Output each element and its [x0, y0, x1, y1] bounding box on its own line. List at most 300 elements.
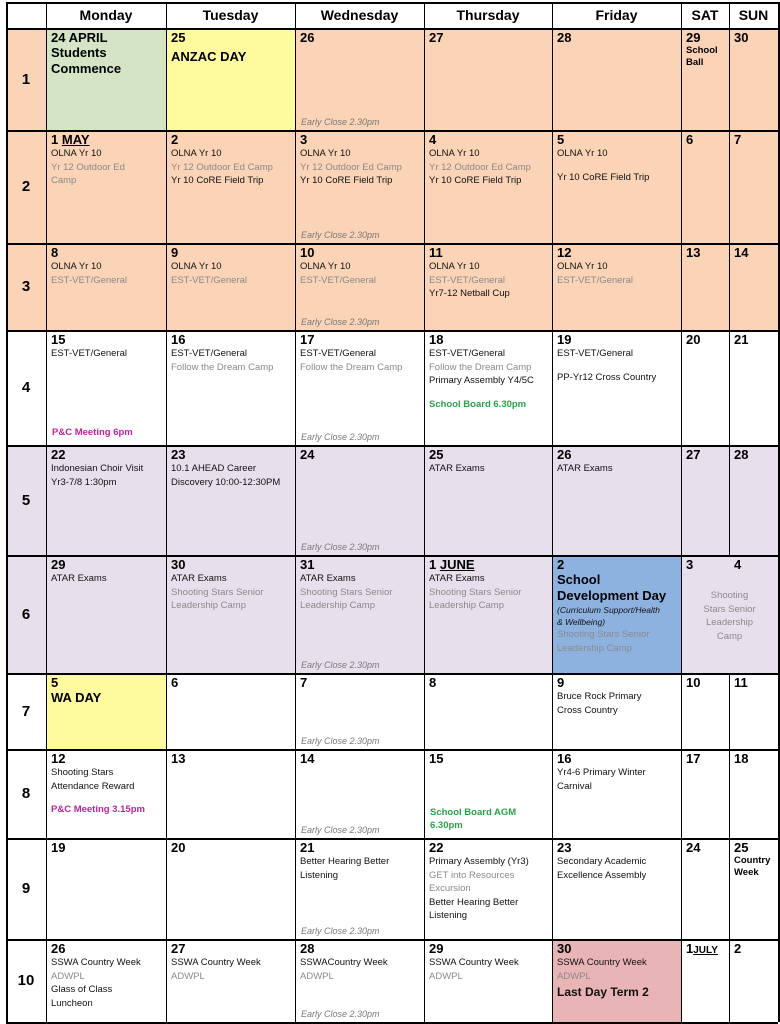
day-number — [51, 132, 161, 147]
day-number — [51, 751, 161, 766]
day-number-value: 7 — [734, 132, 742, 147]
grid-line — [729, 2, 730, 555]
day-number-value: 13 — [686, 245, 701, 260]
day-number-value: 14 — [300, 751, 315, 766]
day-number-value: 10 — [686, 675, 701, 690]
event-line: Yr 10 CoRE Field Trip — [171, 175, 264, 187]
day-number — [557, 751, 676, 766]
grid-line — [6, 939, 778, 941]
day-number-value: 1 — [686, 941, 694, 956]
day-cell — [552, 749, 681, 838]
early-close-note: Early Close 2.30pm — [301, 736, 380, 746]
day-number — [734, 332, 773, 347]
week-number: 8 — [6, 749, 46, 838]
day-number-value: 25 — [734, 840, 749, 855]
day-number-value: 4 — [429, 132, 437, 147]
day-number-value: 22 — [51, 447, 66, 462]
day-number-value: 12 — [557, 245, 572, 260]
day-number-value: 11 — [429, 245, 443, 260]
day-cell — [681, 445, 729, 555]
event-line: OLNA Yr 10 — [557, 148, 608, 159]
day-number-value: 20 — [171, 840, 186, 855]
day-number — [429, 557, 547, 572]
event-line: Shooting Stars Senior Leadership Camp — [429, 586, 522, 612]
day-number — [51, 675, 161, 690]
day-number-value: 11 — [734, 675, 748, 690]
day-number — [734, 557, 773, 572]
day-number — [300, 30, 419, 45]
day-cell — [681, 130, 729, 243]
event-line: Shooting Stars Senior Leadership Camp — [300, 586, 393, 612]
event-line: Follow the Dream Camp — [300, 361, 403, 373]
event-line: EST-VET/General — [300, 274, 377, 286]
event-line: School Board 6.30pm — [429, 398, 527, 410]
day-number — [734, 840, 773, 855]
day-number — [171, 30, 290, 45]
event-line: SSWA Country Week — [51, 957, 141, 968]
day-number-value: 23 — [557, 840, 572, 855]
day-number — [171, 840, 290, 855]
early-close-note: Early Close 2.30pm — [301, 660, 380, 670]
day-cell — [552, 838, 681, 939]
day-number-value: 18 — [429, 332, 444, 347]
week-number: 1 — [6, 28, 46, 130]
weekend-camp-note: Shooting Stars Senior Leadership Camp — [703, 590, 756, 642]
day-number-value: 5 — [51, 675, 59, 690]
event-line: Indonesian Choir Visit Yr3-7/8 1:30pm — [51, 463, 144, 488]
day-number-value: 19 — [557, 332, 572, 347]
early-close-note: Early Close 2.30pm — [301, 825, 380, 835]
day-number-value: 7 — [300, 675, 308, 690]
month-label: JULY — [693, 945, 718, 956]
grid-line — [6, 838, 778, 840]
day-cell — [295, 555, 424, 673]
day-number-value: 8 — [429, 675, 437, 690]
day-number — [51, 30, 161, 45]
day-cell — [166, 939, 295, 1022]
day-number-value: 25 — [171, 30, 186, 45]
day-number — [300, 245, 419, 260]
week-number: 7 — [6, 673, 46, 749]
day-number — [171, 132, 290, 147]
day-number — [557, 245, 676, 260]
event-line: Secondary Academic Excellence Assembly — [557, 856, 647, 881]
grid-line — [6, 2, 8, 1022]
day-number-value: 28 — [734, 447, 749, 462]
day-number-value: 26 — [557, 447, 572, 462]
day-cell — [166, 555, 295, 673]
day-number — [300, 447, 419, 462]
event-line: ADWPL — [300, 970, 334, 982]
day-number-value: 17 — [300, 332, 315, 347]
early-close-note: Early Close 2.30pm — [301, 926, 380, 936]
day-number-value: 24 APRIL — [51, 30, 108, 45]
day-cell — [729, 939, 778, 1022]
day-cell — [729, 330, 778, 445]
event-line: ATAR Exams — [300, 573, 356, 584]
early-close-note: Early Close 2.30pm — [301, 542, 380, 552]
day-number — [686, 132, 724, 147]
grid-line — [424, 2, 425, 1022]
day-cell — [729, 445, 778, 555]
event-line: OLNA Yr 10 — [51, 148, 102, 159]
header-thursday: Thursday — [456, 7, 520, 23]
day-cell — [552, 28, 681, 130]
day-number-value: 27 — [171, 941, 186, 956]
day-number — [51, 245, 161, 260]
day-cell — [681, 243, 729, 330]
event-note: School Ball — [686, 45, 718, 68]
event-line: ADWPL — [51, 970, 85, 982]
event-line: OLNA Yr 10 — [300, 148, 351, 159]
header-sun: SUN — [738, 7, 769, 23]
term-end-label: Last Day Term 2 — [557, 985, 649, 1000]
event-line: EST-VET/General — [557, 348, 634, 359]
day-cell — [295, 838, 424, 939]
day-cell — [166, 28, 295, 130]
grid-line — [46, 2, 47, 1022]
day-cell — [424, 330, 552, 445]
day-number — [429, 751, 547, 766]
day-cell — [424, 749, 552, 838]
day-number — [171, 332, 290, 347]
day-number-value: 5 — [557, 132, 565, 147]
day-number — [300, 132, 419, 147]
day-number-value: 12 — [51, 751, 66, 766]
day-cell — [46, 673, 166, 749]
day-cell — [166, 243, 295, 330]
early-close-note: Early Close 2.30pm — [301, 117, 380, 127]
event-line: SSWA Country Week — [171, 957, 261, 968]
early-close-note: Early Close 2.30pm — [301, 230, 380, 240]
day-number — [171, 557, 290, 572]
event-line: OLNA Yr 10 — [300, 261, 351, 272]
day-number-value: 2 — [557, 557, 565, 572]
day-cell — [46, 330, 166, 445]
event-line: ADWPL — [171, 970, 205, 982]
event-line: Yr 12 Outdoor Ed Camp — [429, 161, 531, 173]
event-line: Yr 12 Outdoor Ed Camp — [300, 161, 402, 173]
day-cell — [552, 130, 681, 243]
early-close-note: Early Close 2.30pm — [301, 432, 380, 442]
grid-line — [6, 330, 778, 332]
day-number-value: 28 — [300, 941, 315, 956]
day-number — [300, 675, 419, 690]
day-cell — [552, 243, 681, 330]
day-number — [51, 557, 161, 572]
event-bottom: School Board AGM 6.30pm — [430, 806, 517, 832]
day-cell — [166, 749, 295, 838]
day-number — [51, 941, 161, 956]
day-number — [171, 675, 290, 690]
day-cell — [295, 673, 424, 749]
header-sat: SAT — [691, 7, 719, 23]
event-line: OLNA Yr 10 — [557, 261, 608, 272]
day-number — [557, 447, 676, 462]
header-tuesday: Tuesday — [202, 7, 259, 23]
event-line: SSWA Country Week — [429, 957, 519, 968]
day-number-value: 29 — [429, 941, 444, 956]
event-line: ADWPL — [557, 970, 591, 982]
event-line: SSWACountry Week — [300, 957, 388, 968]
day-number — [300, 332, 419, 347]
event-line: P&C Meeting 3.15pm — [51, 804, 145, 816]
event-line: OLNA Yr 10 — [51, 261, 102, 272]
week-number: 10 — [6, 939, 46, 1022]
day-number-value: 2 — [171, 132, 179, 147]
day-cell — [552, 445, 681, 555]
event-line: PP-Yr12 Cross Country — [557, 371, 657, 383]
event-line: Primary Assembly (Yr3) — [429, 856, 529, 867]
day-cell — [424, 130, 552, 243]
day-cell — [166, 673, 295, 749]
day-number — [557, 30, 676, 45]
event-line: OLNA Yr 10 — [171, 148, 222, 159]
event-line: EST-VET/General — [429, 348, 506, 359]
day-number — [686, 332, 724, 347]
day-number — [51, 840, 161, 855]
event-line: Yr 12 Outdoor Ed Camp — [171, 161, 273, 173]
day-cell — [729, 673, 778, 749]
day-cell — [729, 749, 778, 838]
day-number-value: 6 — [171, 675, 179, 690]
day-cell — [424, 243, 552, 330]
week-number: 5 — [6, 445, 46, 555]
day-number-value: 13 — [171, 751, 186, 766]
event-line: ATAR Exams — [429, 573, 485, 584]
grid-line — [6, 555, 778, 557]
event-line: Bruce Rock Primary Cross Country — [557, 691, 642, 716]
header-friday: Friday — [595, 7, 638, 23]
day-cell — [552, 330, 681, 445]
event-line: Better Hearing Better Listening — [429, 896, 519, 922]
day-cell — [729, 28, 778, 130]
grid-line — [681, 2, 682, 1022]
day-cell — [681, 749, 729, 838]
grid-line — [6, 130, 778, 132]
grid-line — [6, 28, 778, 30]
day-number — [300, 840, 419, 855]
day-number — [734, 132, 773, 147]
day-cell — [424, 28, 552, 130]
day-number — [734, 447, 773, 462]
event-line: Yr 10 CoRE Field Trip — [429, 175, 522, 187]
day-number — [51, 332, 161, 347]
day-cell — [424, 939, 552, 1022]
grid-line — [6, 749, 778, 751]
event-line: Yr 10 CoRE Field Trip — [557, 171, 650, 183]
day-cell — [552, 939, 681, 1022]
early-close-note: Early Close 2.30pm — [301, 1009, 380, 1019]
day-cell — [681, 28, 729, 130]
day-number-value: 14 — [734, 245, 749, 260]
grid-line — [6, 2, 778, 4]
day-cell — [295, 445, 424, 555]
day-cell — [46, 838, 166, 939]
grid-line — [166, 2, 167, 1022]
day-number — [557, 332, 676, 347]
grid-line — [6, 673, 778, 675]
day-number-value: 26 — [51, 941, 66, 956]
event-title: ANZAC DAY — [171, 49, 247, 64]
day-number — [557, 132, 676, 147]
day-number-value: 27 — [686, 447, 701, 462]
day-number — [51, 447, 161, 462]
day-number-value: 18 — [734, 751, 749, 766]
day-number — [171, 751, 290, 766]
event-line: Yr4-6 Primary Winter Carnival — [557, 767, 646, 792]
day-cell — [46, 243, 166, 330]
event-line: EST-VET/General — [300, 348, 377, 359]
day-cell — [46, 28, 166, 130]
day-number — [171, 447, 290, 462]
day-number-value: 16 — [557, 751, 572, 766]
event-line: ATAR Exams — [51, 573, 107, 584]
day-number — [686, 840, 724, 855]
day-number-value: 1 — [429, 557, 437, 572]
event-line: ATAR Exams — [171, 573, 227, 584]
day-number-value: 24 — [686, 840, 701, 855]
day-number — [300, 941, 419, 956]
day-cell — [295, 939, 424, 1022]
event-line: EST-VET/General — [429, 274, 506, 286]
week-number: 6 — [6, 555, 46, 673]
event-line: EST-VET/General — [171, 274, 248, 286]
event-title: WA DAY — [51, 690, 102, 705]
event-line: Shooting Stars Senior Leadership Camp — [171, 586, 264, 612]
day-number-value: 28 — [557, 30, 572, 45]
month-label: JUNE — [439, 557, 475, 572]
day-number — [300, 751, 419, 766]
day-cell — [424, 838, 552, 939]
day-cell — [295, 243, 424, 330]
day-number — [734, 245, 773, 260]
day-number-value: 19 — [51, 840, 66, 855]
day-number-value: 23 — [171, 447, 186, 462]
event-line: Primary Assembly Y4/5C — [429, 375, 534, 387]
event-line: Yr 10 CoRE Field Trip — [300, 175, 393, 187]
day-number-value: 4 — [734, 557, 742, 572]
day-cell — [46, 555, 166, 673]
day-number — [734, 675, 773, 690]
event-note: Country Week — [734, 855, 771, 878]
day-number — [429, 332, 547, 347]
day-cell — [729, 130, 778, 243]
day-number — [686, 245, 724, 260]
event-line: GET into Resources Excursion — [429, 869, 515, 895]
day-number — [734, 751, 773, 766]
day-cell — [46, 749, 166, 838]
day-number — [429, 132, 547, 147]
month-label: MAY — [61, 132, 90, 147]
day-number-value: 21 — [300, 840, 315, 855]
event-line: Follow the Dream Camp — [429, 361, 532, 373]
day-number — [686, 30, 724, 45]
day-number-value: 31 — [300, 557, 315, 572]
day-number — [557, 840, 676, 855]
day-number-value: 6 — [686, 132, 694, 147]
day-number-value: 15 — [51, 332, 66, 347]
day-number — [686, 557, 724, 572]
day-cell — [166, 130, 295, 243]
day-cell — [424, 673, 552, 749]
day-number — [686, 941, 724, 958]
day-number-value: 29 — [686, 30, 701, 45]
event-line: Shooting Stars Senior Leadership Camp — [557, 629, 650, 654]
event-line: SSWA Country Week — [557, 957, 647, 968]
day-number — [429, 30, 547, 45]
day-number — [171, 245, 290, 260]
event-line: Yr 12 Outdoor Ed Camp — [51, 161, 125, 187]
day-number-value: 10 — [300, 245, 315, 260]
day-cell — [552, 673, 681, 749]
day-number — [557, 557, 676, 572]
day-number-value: 21 — [734, 332, 749, 347]
day-cell — [46, 130, 166, 243]
event-bottom: P&C Meeting 6pm — [52, 427, 133, 439]
event-line: ADWPL — [429, 970, 463, 982]
header-wednesday: Wednesday — [320, 7, 399, 23]
day-cell — [424, 555, 552, 673]
event-line: 10.1 AHEAD Career Discovery 10:00-12:30PM — [171, 463, 281, 488]
event-line: EST-VET/General — [171, 348, 248, 359]
day-number-value: 20 — [686, 332, 701, 347]
day-number-value: 30 — [171, 557, 186, 572]
day-number-value: 22 — [429, 840, 444, 855]
day-number — [429, 840, 547, 855]
day-number-value: 8 — [51, 245, 59, 260]
day-number-value: 25 — [429, 447, 444, 462]
grid-line — [6, 243, 778, 245]
early-close-note: Early Close 2.30pm — [301, 317, 380, 327]
day-cell — [552, 555, 681, 673]
day-number — [171, 941, 290, 956]
event-line: ATAR Exams — [429, 463, 485, 474]
day-cell — [166, 838, 295, 939]
day-cell — [729, 243, 778, 330]
day-number-value: 3 — [686, 557, 694, 572]
event-line: Yr7-12 Netball Cup — [429, 288, 510, 300]
day-cell — [295, 28, 424, 130]
day-cell — [46, 939, 166, 1022]
day-number — [686, 447, 724, 462]
day-number — [429, 941, 547, 956]
day-cell — [681, 330, 729, 445]
event-line: ATAR Exams — [557, 463, 613, 474]
day-cell — [681, 939, 729, 1022]
event-title: School Development Day — [557, 572, 667, 603]
day-number — [557, 941, 676, 956]
day-number — [300, 557, 419, 572]
day-number-value: 24 — [300, 447, 315, 462]
day-number-value: 15 — [429, 751, 444, 766]
event-line: OLNA Yr 10 — [429, 261, 480, 272]
day-number — [429, 675, 547, 690]
day-number — [429, 447, 547, 462]
day-number-value: 9 — [557, 675, 565, 690]
event-detail: (Curriculum Support/Health & Wellbeing) — [557, 605, 660, 627]
day-number-value: 2 — [734, 941, 742, 956]
week-number: 9 — [6, 838, 46, 939]
day-number-value: 30 — [734, 30, 749, 45]
day-number — [557, 675, 676, 690]
day-cell — [424, 445, 552, 555]
header-monday: Monday — [79, 7, 133, 23]
week-number: 4 — [6, 330, 46, 445]
event-line: EST-VET/General — [51, 274, 128, 286]
week-number: 3 — [6, 243, 46, 330]
day-number — [686, 751, 724, 766]
